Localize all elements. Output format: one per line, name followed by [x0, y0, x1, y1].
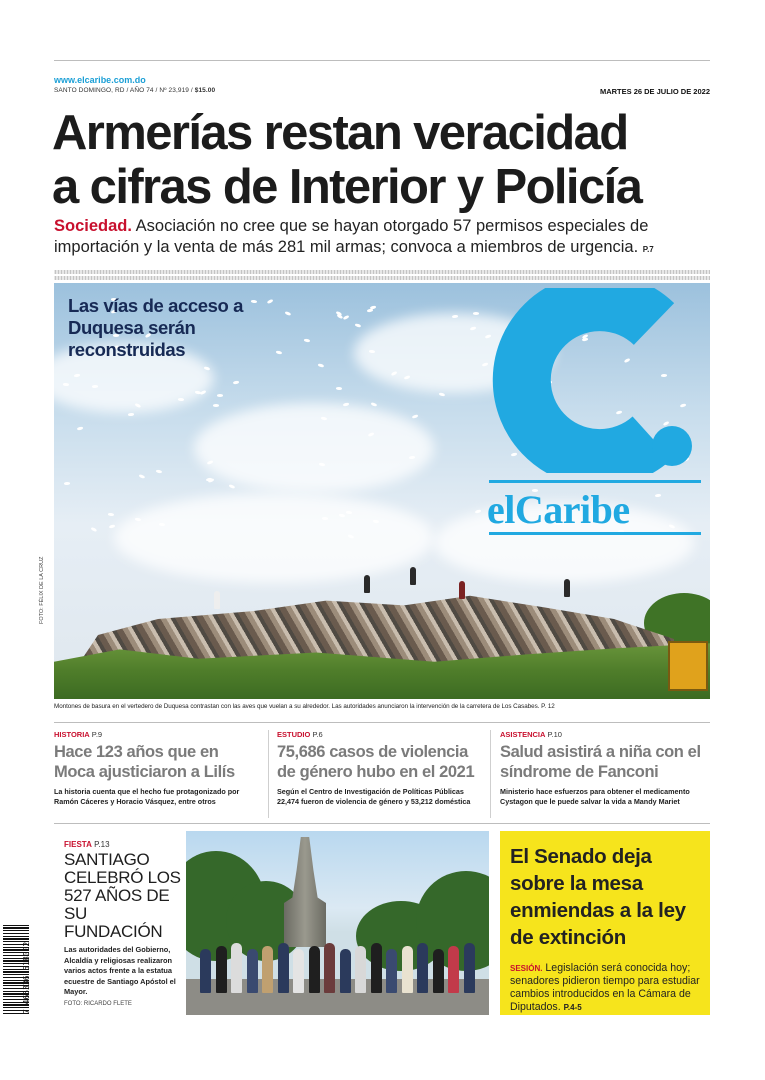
bird: [346, 511, 352, 514]
bird: [342, 314, 348, 319]
bird: [92, 385, 98, 388]
logo-rule-top: [489, 480, 701, 483]
photo-credit: FOTO: RICARDO FLETE: [64, 1000, 132, 1007]
bird: [178, 398, 184, 401]
story-asistencia[interactable]: [500, 730, 705, 806]
section-rule: [54, 722, 710, 723]
column-divider: [268, 730, 269, 818]
dotted-rule-2: [54, 276, 710, 280]
logo-wordmark[interactable]: elCaribe: [487, 487, 630, 532]
bird: [336, 387, 342, 390]
story-section-label: [54, 730, 259, 739]
person-figure: [340, 949, 351, 993]
section-page: P.6: [312, 730, 323, 739]
bird: [439, 393, 445, 397]
senado-kicker: SESIÓN.: [510, 964, 543, 973]
logo-c-icon: [484, 288, 700, 473]
edition-price: $15.00: [194, 87, 216, 94]
lead-headline[interactable]: [52, 106, 722, 214]
senado-summary: [510, 962, 706, 1014]
logo-c-mark[interactable]: [484, 288, 700, 473]
story-summary: Según el Centro de Investigación de Políticas Públicas 22,474 fueron de violencia de género y 53,212 doméstica: [277, 787, 471, 806]
hero-caption: [54, 703, 714, 710]
person-figure: [214, 591, 220, 609]
senado-text: Legislación será conocida hoy; senadores pidieron tiempo para estudiar cambios introducidos en la Cámara de Diputados.: [510, 962, 700, 1013]
person-figure: [309, 946, 320, 993]
edition-meta: [54, 87, 215, 94]
story-fiesta[interactable]: [64, 840, 182, 1007]
story-headline[interactable]: Salud asistirá a niña con el síndrome de Fanconi: [500, 743, 701, 781]
person-figure: [433, 949, 444, 993]
bird: [109, 524, 115, 528]
barcode-number: 7 465336 518002: [22, 941, 31, 1014]
lead-deck-text: Asociación no cree que se hayan otorgado 57 permisos especiales de importación y la venta de más 281 mil armas; convoca a miembros de urgencia.: [54, 217, 649, 256]
cloud: [114, 493, 434, 583]
bird: [217, 393, 223, 396]
person-figure: [564, 579, 570, 597]
section-name: FIESTA: [64, 840, 92, 849]
hero-caption-text: Montones de basura en el vertedero de Duquesa contrastan con las aves que vuelan a su alrededor. Las autoridades anunciaron la intervención de la carretera de Los Casabes.: [54, 703, 540, 710]
hero-title[interactable]: Las vías de acceso a Duquesa serán reconstruidas: [68, 295, 244, 360]
person-figure: [464, 943, 475, 993]
bird: [285, 311, 291, 316]
bird: [233, 381, 239, 385]
person-figure: [410, 567, 416, 585]
story-summary: La historia cuenta que el hecho fue protagonizado por Ramón Cáceres y Horacio Vásquez, entre otros: [54, 787, 240, 806]
person-figure: [278, 943, 289, 993]
section-name: ESTUDIO: [277, 730, 311, 739]
section-name: ASISTENCIA: [500, 730, 546, 739]
bird: [276, 350, 282, 354]
bird: [412, 414, 418, 418]
bird: [229, 484, 235, 489]
bird: [128, 412, 134, 415]
lead-page-ref: P.7: [642, 245, 654, 254]
edition-date: MARTES 26 DE JULIO DE 2022: [599, 87, 710, 96]
senado-box[interactable]: [500, 831, 710, 1015]
person-figure: [459, 581, 465, 599]
bird: [655, 493, 661, 496]
bird: [108, 512, 114, 515]
lead-headline-line1: Armerías restan veracidad: [52, 106, 628, 160]
section-page: P.9: [91, 730, 103, 739]
section-page: P.13: [94, 840, 110, 849]
person-figure: [231, 943, 242, 993]
person-figure: [247, 949, 258, 993]
bird: [304, 338, 310, 341]
bird: [213, 404, 219, 407]
bird: [90, 526, 96, 531]
person-figure: [402, 946, 413, 993]
lead-kicker: Sociedad.: [54, 217, 132, 235]
bird: [322, 516, 328, 519]
cloud: [194, 403, 434, 493]
bird: [63, 383, 69, 386]
bird: [64, 482, 70, 485]
section-rule-2: [54, 823, 710, 824]
section-name: HISTORIA: [54, 730, 90, 739]
hero-photo-credit: FOTO: FÉLIX DE LA CRUZ: [39, 556, 45, 624]
lead-headline-line2: a cifras de Interior y Policía: [52, 160, 642, 214]
bird: [354, 323, 360, 327]
story-headline[interactable]: Hace 123 años que en Moca ajusticiaron a Lilís: [54, 743, 235, 781]
bird: [156, 469, 162, 473]
person-figure: [200, 949, 211, 993]
person-figure: [417, 943, 428, 993]
truck: [668, 641, 708, 691]
bird: [366, 309, 372, 312]
column-divider: [490, 730, 491, 818]
person-figure: [262, 946, 273, 993]
person-figure: [293, 949, 304, 993]
story-summary: Las autoridades del Gobierno, Alcaldía y religiosas realizaron varios actos frente a la estatua ecuestre de Santiago Apóstol el Mayor.: [64, 945, 176, 996]
story-section-label: [500, 730, 705, 739]
person-figure: [355, 946, 366, 993]
bird: [452, 314, 458, 317]
story-section-label: [277, 730, 482, 739]
senado-headline[interactable]: El Senado deja sobre la mesa enmiendas a la ley de extinción: [510, 845, 686, 949]
website-url[interactable]: www.elcaribe.com.do: [54, 75, 146, 85]
edition-info: SANTO DOMINGO, RD / AÑO 74 / Nº 23,919 /: [54, 87, 193, 94]
bird: [77, 427, 83, 431]
bird: [318, 363, 324, 367]
story-section-label: [64, 840, 182, 849]
person-figure: [216, 946, 227, 993]
bird: [139, 474, 145, 478]
dotted-rule: [54, 270, 710, 274]
section-page: P.10: [547, 730, 562, 739]
logo-rule-bottom: [489, 532, 701, 535]
story-estudio[interactable]: [277, 730, 482, 806]
bird: [371, 402, 377, 406]
person-figure: [324, 943, 335, 993]
story-historia[interactable]: [54, 730, 259, 806]
person-figure: [371, 943, 382, 993]
santiago-photo[interactable]: [186, 831, 489, 1015]
story-summary: Ministerio hace esfuerzos para obtener el medicamento Cystagon que le puede salvar la vida a Mandy Mariet: [500, 787, 690, 806]
senado-page: P.4-5: [563, 1003, 582, 1012]
person-figure: [386, 949, 397, 993]
lead-deck: [54, 216, 714, 260]
top-rule: [54, 60, 710, 61]
hero-caption-page: P. 12: [541, 703, 555, 710]
bird: [473, 312, 479, 315]
person-figure: [448, 946, 459, 993]
bird: [135, 517, 141, 520]
story-headline[interactable]: SANTIAGO CELEBRÓ LOS 527 AÑOS DE SU FUNDACIÓN: [64, 850, 181, 941]
story-headline[interactable]: 75,686 casos de violencia de género hubo en el 2021: [277, 743, 475, 781]
person-figure: [364, 575, 370, 593]
